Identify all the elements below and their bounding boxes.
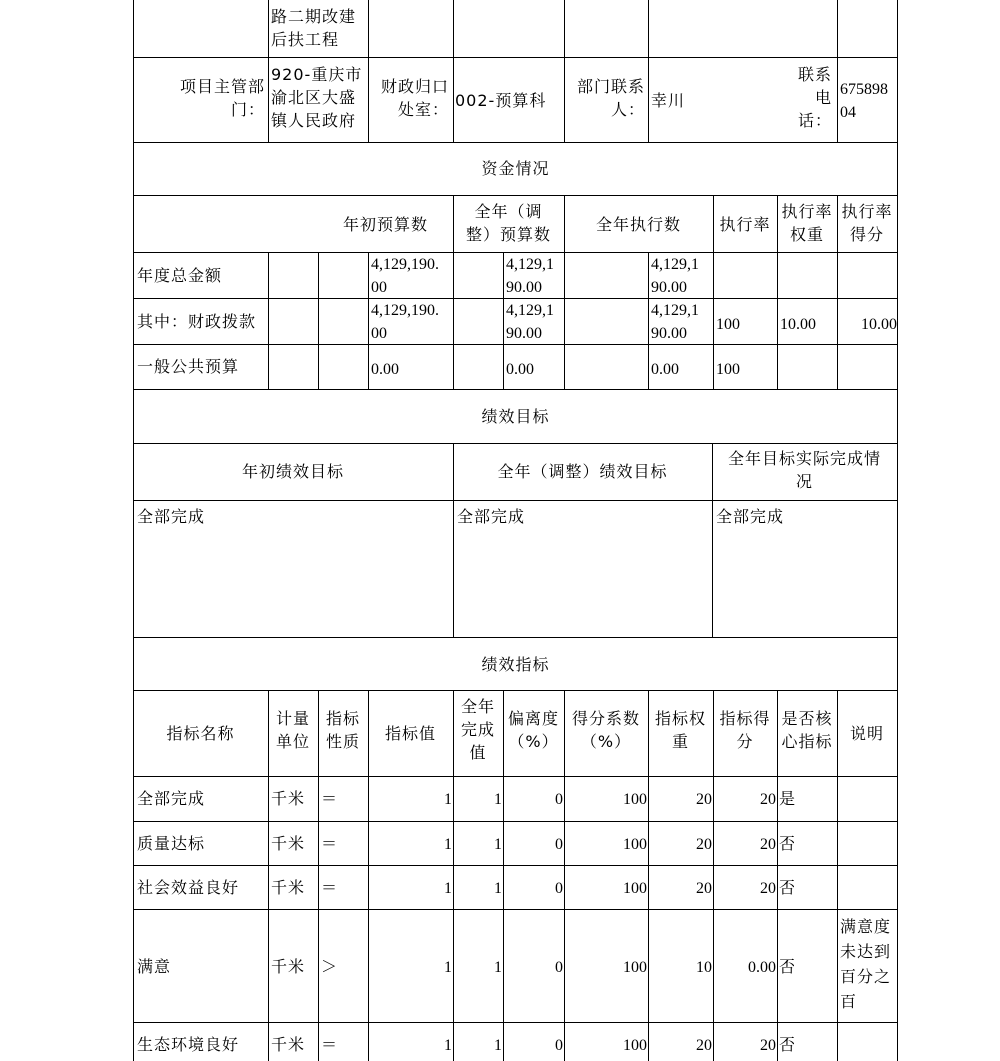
grid-line — [133, 776, 898, 777]
grid-line — [318, 252, 319, 389]
ind-row-value: 1 — [444, 836, 452, 853]
grid-line — [133, 690, 898, 691]
grid-line — [133, 443, 898, 444]
ind-col-name: 指标名称 — [166, 724, 235, 743]
grid-line — [837, 690, 838, 1061]
ind-row-name: 生态环境良好 — [137, 1035, 240, 1054]
ind-row-value: 1 — [444, 791, 452, 808]
ind-row-unit: 千米 — [271, 834, 306, 853]
ind-row-name: 满意 — [137, 957, 172, 976]
ind-row-unit: 千米 — [271, 1035, 306, 1054]
funds-row-adjusted: 0.00 — [506, 361, 534, 378]
funds-row-label: 一般公共预算 — [137, 357, 240, 376]
ind-col-unit: 计量 单位 — [275, 709, 310, 751]
ind-col-nature: 指标 性质 — [325, 709, 360, 751]
ind-row-nature: ＝ — [321, 789, 339, 808]
ind-row-done: 1 — [494, 791, 502, 808]
goals-section-title: 绩效目标 — [481, 407, 550, 426]
ind-row-value: 1 — [444, 1037, 452, 1054]
funds-col-score: 执行率 得分 — [841, 202, 893, 244]
ind-row-done: 1 — [494, 836, 502, 853]
ind-row-coef: 100 — [623, 880, 647, 897]
grid-line — [648, 252, 649, 389]
funds-col-executed: 全年执行数 — [595, 215, 681, 234]
grid-line — [837, 0, 838, 142]
ind-row-core: 否 — [779, 834, 797, 853]
ind-row-score: 0.00 — [748, 959, 776, 976]
grid-line — [133, 500, 898, 501]
goals-col-initial: 年初绩效目标 — [241, 462, 344, 481]
funds-row-adjusted: 4,129,1 90.00 — [506, 302, 554, 342]
grid-line — [133, 57, 898, 58]
funds-row-adjusted: 4,129,1 90.00 — [506, 256, 554, 296]
ind-row-core: 否 — [779, 1035, 797, 1054]
ind-row-weight: 20 — [696, 880, 712, 897]
ind-row-score: 20 — [760, 791, 776, 808]
funds-section-title: 资金情况 — [481, 159, 550, 178]
ind-row-weight: 10 — [696, 959, 712, 976]
goals-col-actual: 全年目标实际完成情 况 — [727, 449, 881, 491]
dept-value: 920-重庆市 渝北区大盛 镇人民政府 — [271, 65, 363, 130]
dept-label: 项目主管部 门： — [179, 77, 265, 119]
funds-row-executed: 4,129,1 90.00 — [651, 302, 699, 342]
grid-line — [133, 1022, 898, 1023]
finance-value: 002-预算科 — [455, 91, 547, 110]
ind-row-name: 全部完成 — [137, 789, 206, 808]
ind-row-unit: 千米 — [271, 789, 306, 808]
ind-col-note: 说明 — [849, 724, 884, 743]
goals-actual-text: 全部完成 — [716, 507, 785, 526]
ind-row-dev: 0 — [555, 959, 563, 976]
ind-row-score: 20 — [760, 880, 776, 897]
grid-line — [368, 690, 369, 1061]
ind-row-done: 1 — [494, 959, 502, 976]
ind-col-value: 指标值 — [384, 724, 436, 743]
ind-row-done: 1 — [494, 1037, 502, 1054]
grid-line — [368, 0, 369, 142]
funds-row-label: 年度总金额 — [137, 266, 223, 285]
ind-row-name: 质量达标 — [137, 834, 206, 853]
grid-line — [133, 389, 898, 390]
phone-label: 联系 电 话： — [797, 65, 832, 130]
contact-value: 幸川 — [651, 91, 686, 110]
ind-col-done: 全年 完成 值 — [460, 697, 495, 762]
ind-row-nature: ＝ — [321, 834, 339, 853]
grid-line — [503, 252, 504, 389]
ind-row-dev: 0 — [555, 880, 563, 897]
goals-initial-text: 全部完成 — [137, 507, 206, 526]
ind-row-coef: 100 — [623, 1037, 647, 1054]
ind-col-dev: 偏离度 （%） — [507, 709, 559, 751]
grid-line — [133, 865, 898, 866]
finance-label: 财政归口 处室： — [380, 77, 449, 119]
project-name-continued: 路二期改建 后扶工程 — [271, 7, 357, 49]
ind-row-score: 20 — [760, 836, 776, 853]
grid-line — [133, 909, 898, 910]
ind-row-coef: 100 — [623, 791, 647, 808]
funds-row-rate: 100 — [716, 361, 740, 378]
ind-row-dev: 0 — [555, 836, 563, 853]
goals-col-adjusted: 全年（调整）绩效目标 — [497, 462, 668, 481]
ind-row-weight: 20 — [696, 836, 712, 853]
ind-row-nature: ＝ — [321, 878, 339, 897]
ind-row-score: 20 — [760, 1037, 776, 1054]
grid-line — [133, 821, 898, 822]
phone-value: 675898 04 — [840, 81, 888, 121]
grid-line — [648, 0, 649, 142]
grid-line — [453, 0, 454, 142]
funds-row-rate: 100 — [716, 316, 740, 333]
ind-row-weight: 20 — [696, 791, 712, 808]
ind-row-dev: 0 — [555, 1037, 563, 1054]
ind-row-coef: 100 — [623, 836, 647, 853]
ind-row-value: 1 — [444, 880, 452, 897]
funds-row-executed: 4,129,1 90.00 — [651, 256, 699, 296]
ind-col-core: 是否核 心指标 — [781, 709, 833, 751]
grid-line — [368, 252, 369, 389]
ind-row-unit: 千米 — [271, 957, 306, 976]
funds-row-score: 10.00 — [861, 316, 897, 333]
grid-line — [268, 0, 269, 142]
ind-col-coef: 得分系数 （%） — [571, 709, 640, 751]
grid-line — [133, 142, 898, 143]
ind-row-coef: 100 — [623, 959, 647, 976]
grid-line — [133, 637, 898, 638]
funds-col-rate: 执行率 — [719, 215, 771, 234]
funds-row-initial: 4,129,190. 00 — [371, 256, 439, 296]
funds-row-weight: 10.00 — [780, 316, 816, 333]
ind-row-unit: 千米 — [271, 878, 306, 897]
ind-row-core: 否 — [779, 957, 797, 976]
contact-label: 部门联系 人： — [576, 77, 645, 119]
funds-col-adjusted: 全年（调 整）预算数 — [465, 202, 551, 244]
ind-col-score: 指标得 分 — [719, 709, 771, 751]
funds-row-initial: 4,129,190. 00 — [371, 302, 439, 342]
ind-row-note: 满意度 未达到 百分之 百 — [840, 917, 892, 1011]
funds-col-weight: 执行率 权重 — [781, 202, 833, 244]
ind-row-nature: ＞ — [321, 957, 339, 976]
ind-row-dev: 0 — [555, 791, 563, 808]
funds-col-initial: 年初预算数 — [342, 215, 428, 234]
grid-line — [268, 252, 269, 389]
ind-row-core: 否 — [779, 878, 797, 897]
ind-row-weight: 20 — [696, 1037, 712, 1054]
ind-col-weight: 指标权 重 — [654, 709, 706, 751]
grid-line — [564, 0, 565, 142]
ind-row-core: 是 — [779, 789, 797, 808]
ind-row-value: 1 — [444, 959, 452, 976]
grid-line — [133, 195, 898, 196]
goals-adjusted-text: 全部完成 — [457, 507, 526, 526]
indicators-section-title: 绩效指标 — [481, 655, 550, 674]
funds-row-label: 其中：财政拨款 — [137, 312, 257, 331]
ind-row-name: 社会效益良好 — [137, 878, 240, 897]
funds-row-executed: 0.00 — [651, 361, 679, 378]
ind-row-done: 1 — [494, 880, 502, 897]
funds-row-initial: 0.00 — [371, 361, 399, 378]
ind-row-nature: ＝ — [321, 1035, 339, 1054]
